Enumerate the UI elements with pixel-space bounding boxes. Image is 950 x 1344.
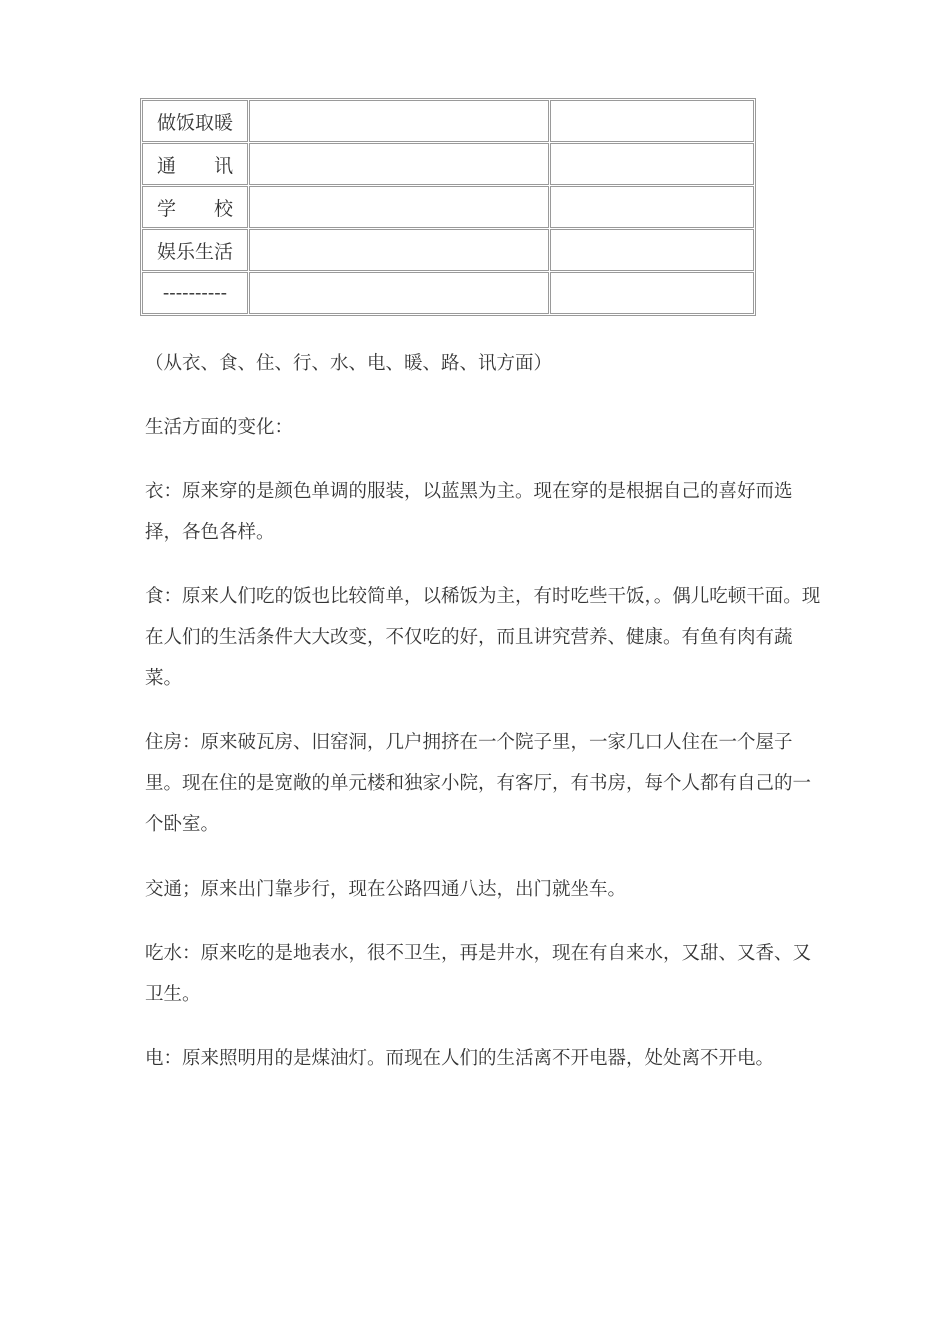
- electricity-paragraph: 电：原来照明用的是煤油灯。而现在人们的生活离不开电器，处处离不开电。: [145, 1048, 775, 1069]
- table-cell: [249, 100, 549, 142]
- table-cell: [550, 100, 754, 142]
- section-heading: 生活方面的变化：: [145, 417, 294, 438]
- row-label: 娱乐生活: [142, 229, 248, 271]
- table-row: [142, 229, 754, 271]
- table-cell: [550, 229, 754, 271]
- table-row: [142, 100, 754, 142]
- row-label: ----------: [142, 272, 248, 314]
- table-cell: [550, 272, 754, 314]
- food-paragraph: 食：原来人们吃的饭也比较简单，以稀饭为主，有时吃些干饭，。偶儿吃顿干面。现在人们的生活条件大大改变，不仅吃的好，而且讲究营养、健康。有鱼有肉有蔬菜。: [145, 586, 821, 689]
- table-cell: [249, 272, 549, 314]
- table-row: [142, 186, 754, 228]
- table-row: [142, 143, 754, 185]
- table-cell: [550, 143, 754, 185]
- comparison-table: [140, 98, 756, 316]
- clothing-paragraph: 衣：原来穿的是颜色单调的服装，以蓝黑为主。现在穿的是根据自己的喜好而选择，各色各样。: [145, 481, 793, 543]
- row-label: 通 讯: [142, 143, 248, 185]
- row-label: 做饭取暖: [142, 100, 248, 142]
- table-cell: [249, 229, 549, 271]
- housing-paragraph: 住房：原来破瓦房、旧窑洞，几户拥挤在一个院子里，一家几口人住在一个屋子里。现在住的是宽敞的单元楼和独家小院，有客厅，有书房，每个人都有自己的一个卧室。: [145, 732, 812, 835]
- table-cell: [249, 186, 549, 228]
- table-cell: [249, 143, 549, 185]
- row-label: 学 校: [142, 186, 248, 228]
- note-paragraph: （从衣、食、住、行、水、电、暖、路、讯方面）: [145, 353, 553, 374]
- water-paragraph: 吃水：原来吃的是地表水，很不卫生，再是井水，现在有自来水，又甜、又香、又卫生。: [145, 943, 812, 1005]
- table-cell: [550, 186, 754, 228]
- table-row: [142, 272, 754, 314]
- transport-paragraph: 交通；原来出门靠步行，现在公路四通八达，出门就坐车。: [145, 879, 627, 900]
